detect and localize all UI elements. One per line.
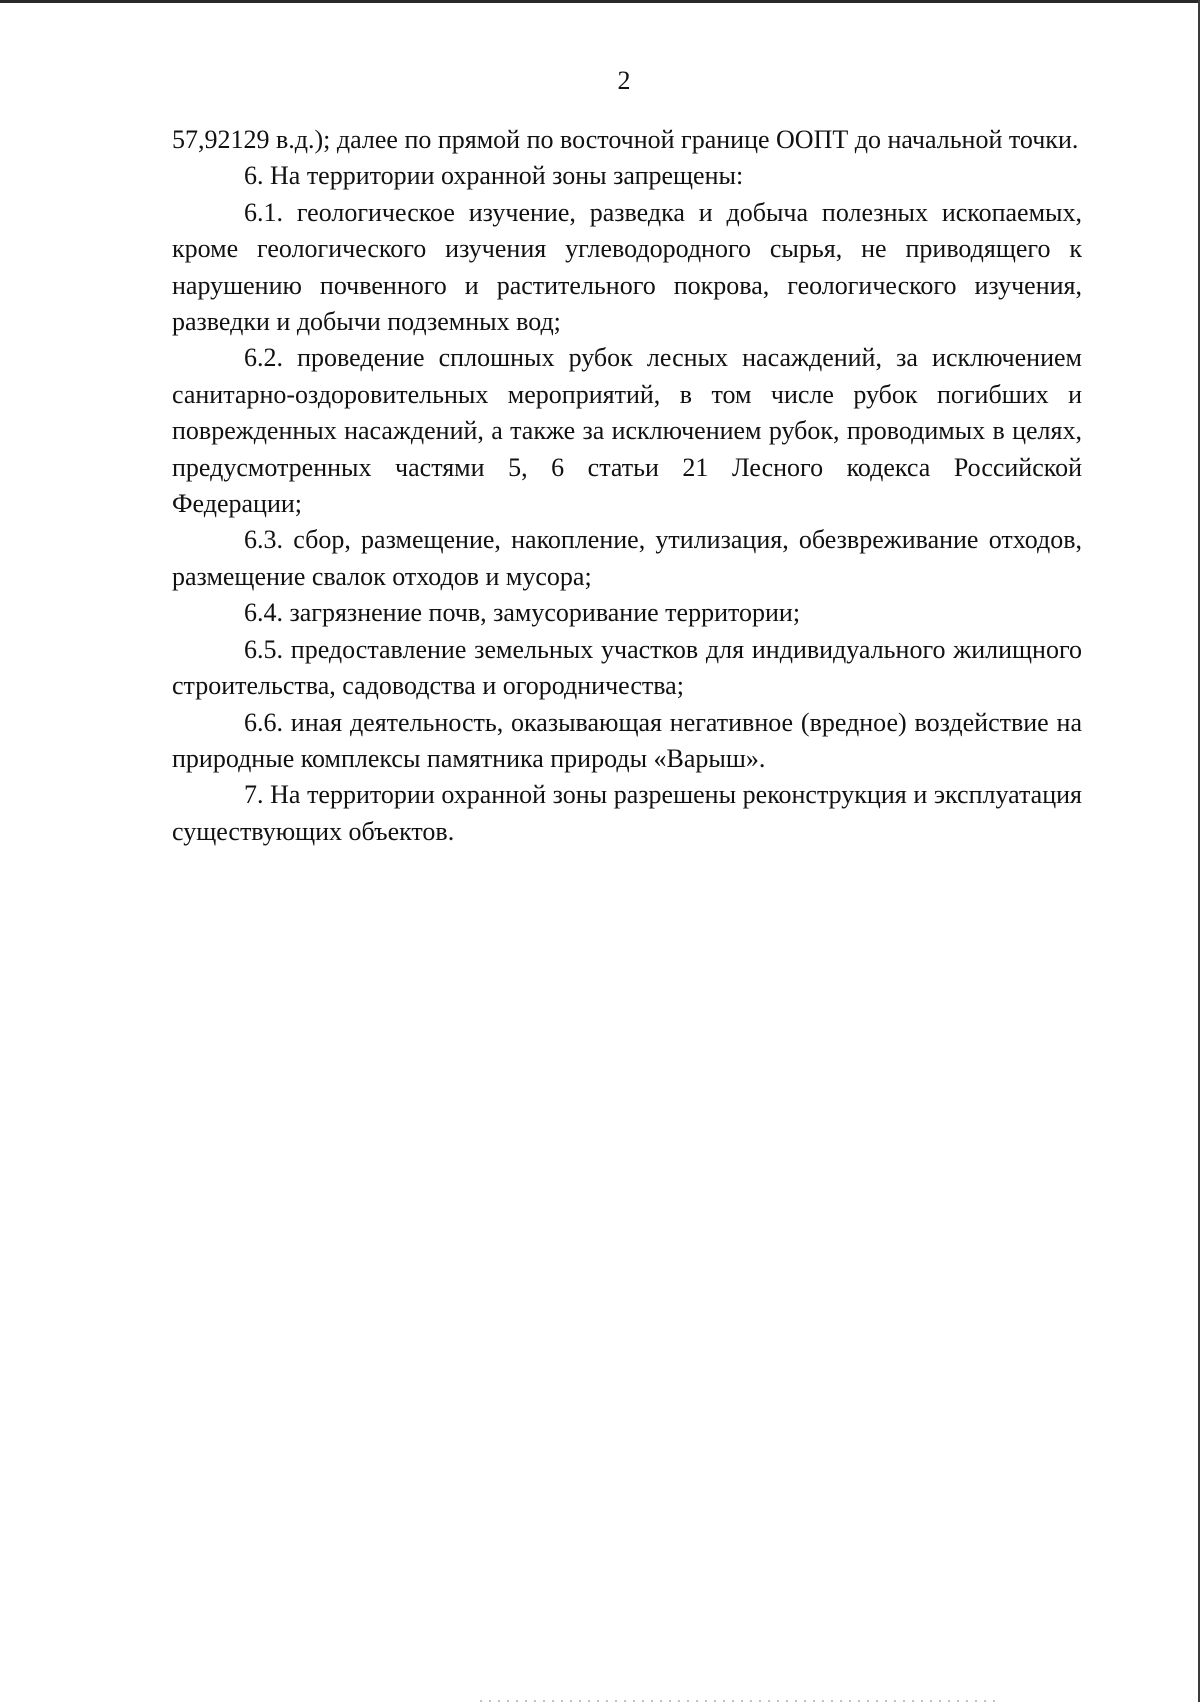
paragraph-continuation: 57,92129 в.д.); далее по прямой по восточной границе ООПТ до начальной точки.: [172, 125, 1079, 154]
paragraph-item-6-3: 6.3. сбор, размещение, накопление, утилизация, обезвреживание отходов, размещение свалок отходов и мусора;: [172, 525, 1082, 591]
paragraph-item-6-5: 6.5. предоставление земельных участков для индивидуального жилищного строительства, садоводства и огородничества;: [172, 634, 1082, 701]
paragraph-item-6-6: 6.6. иная деятельность, оказывающая негативное (вредное) воздействие на природные комплексы памятника природы «Варыш».: [172, 707, 1082, 773]
scan-edge-top: [0, 0, 1200, 3]
paragraph-item-6: 6. На территории охранной зоны запрещены:: [244, 161, 744, 191]
page-number: 2: [617, 66, 631, 95]
paragraph-item-6-2: 6.2. проведение сплошных рубок лесных насаждений, за исключением санитарно-оздоровительных мероприятий, в том числе рубок погибших и поврежденных насаждений, а также за исключением рубок, проводимых в целях, предусмотренных частями 5, 6 статьи 21 Лесного кодекса Российской Федерации;: [172, 343, 1082, 519]
paragraph-item-6-4: 6.4. загрязнение почв, замусоривание территории;: [244, 598, 801, 628]
document-body: [172, 122, 1082, 850]
paragraph-item-6-1: 6.1. геологическое изучение, разведка и добыча полезных ископаемых, кроме геологического изучения углеводородного сырья, не приводящего к нарушению почвенного и растительного покрова, геологического изучения, разведки и добычи подземных вод;: [172, 197, 1082, 337]
paragraph-item-7: 7. На территории охранной зоны разрешены реконструкция и эксплуатация существующих объектов.: [172, 780, 1082, 846]
